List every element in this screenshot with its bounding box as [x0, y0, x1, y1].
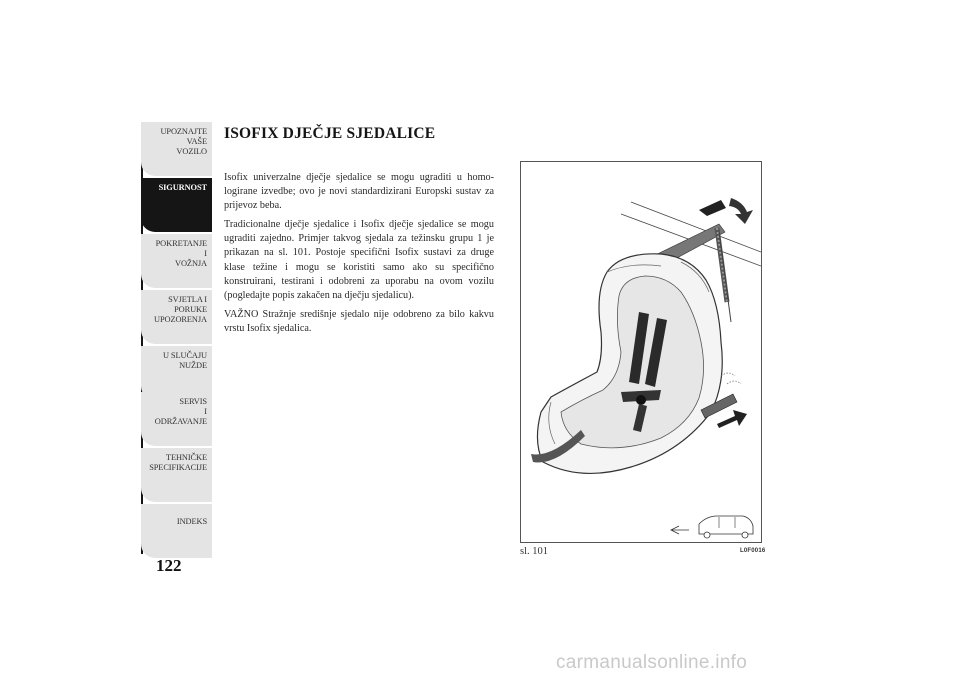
chapter-sidebar	[141, 122, 212, 554]
tab-indeks[interactable]: INDEKS	[141, 504, 212, 558]
child-seat-illustration	[520, 161, 762, 543]
page-number: 122	[156, 556, 182, 575]
tab-u-slucaju-nuzde[interactable]: U SLUČAJU NUŽDE	[141, 346, 212, 400]
paragraph: VAŽNO Stražnje središnje sjedalo nije odobreno za bilo kakvu vrstu Isofix sjedalica.	[224, 308, 494, 334]
paragraph: Tradicionalne dječje sjedalice i Isofix dječje sjedalice se mogu ugraditi zajedno. Primjer takvog sjedala za težinsku grupu 1 je prikazan na sl. 101. Postoje specifični Isofix sustavi za druge klase težine i mogu se koristiti samo ako su specifično konstruirani, testirani i odobreni za uporabu na ovom vozilu (pogledajte popis zakačen na dječju sjedalicu).	[224, 219, 494, 301]
paragraph: Isofix univerzalne dječje sjedalice se mogu ugraditi u homo-logirane izvedbe; ovo je novi standardizirani Europski sustav za prijevoz beba.	[224, 172, 494, 212]
car-orientation-icon	[671, 516, 753, 538]
body-text	[224, 171, 494, 341]
isofix-seat-drawing	[521, 162, 762, 543]
figure-caption: sl. 101	[520, 546, 549, 557]
tab-servis-i-odrzavanje[interactable]: SERVIS I ODRŽAVANJE	[141, 392, 212, 446]
tab-sigurnost[interactable]: SIGURNOST	[141, 178, 212, 232]
tab-svjetla-i-poruke[interactable]: SVJETLA I PORUKE UPOZORENJA	[141, 290, 212, 344]
watermark: carmanualsonline.info	[556, 652, 748, 673]
tab-upoznajte-vase-vozilo[interactable]: UPOZNAJTE VAŠE VOZILO	[141, 122, 212, 176]
tab-pokretanje-i-voznja[interactable]: POKRETANJE I VOŽNJA	[141, 234, 212, 288]
tab-tehnicke-specifikacije[interactable]: TEHNIČKE SPECIFIKACIJE	[141, 448, 212, 502]
figure-code: L0F0016	[740, 548, 766, 554]
section-heading: ISOFIX DJEČJE SJEDALICE	[224, 125, 436, 142]
